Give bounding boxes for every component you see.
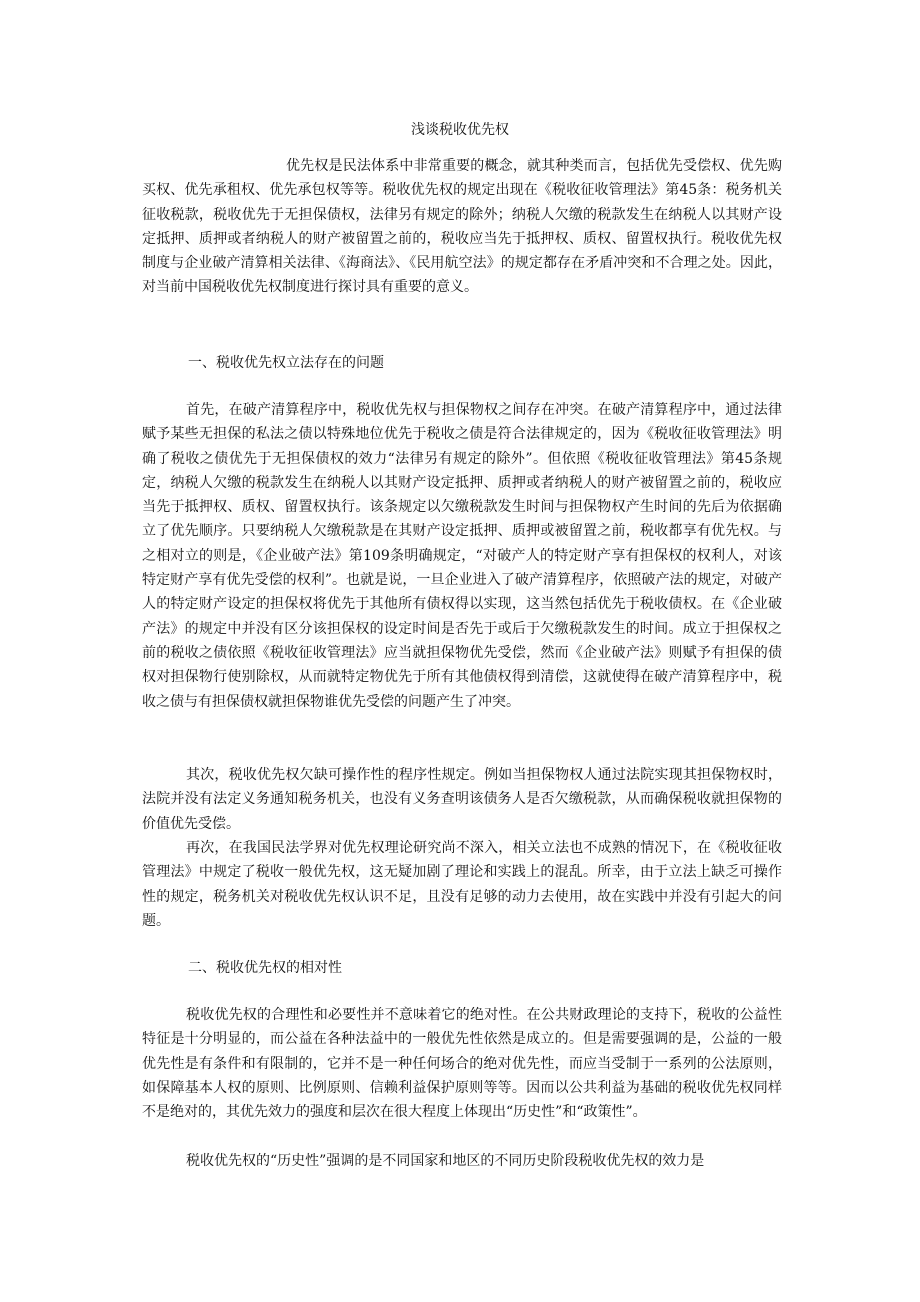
intro-paragraph: 优先权是民法体系中非常重要的概念，就其种类而言，包括优先受偿权、优先购买权、优先承租权、优先承包权等等。税收优先权的规定出现在《税收征收管理法》第45条：税务机关征收税款，税收优先于无担保债权，法律另有规定的除外；纳税人欠缴的税款发生在纳税人以其财产设定抵押、质押或者纳税人的财产被留置之前的，税收应当先于抵押权、质权、留置权执行。税收优先权制度与企业破产清算相关法律、《海商法》、《民用航空法》的规定都存在矛盾冲突和不合理之处。因此，对当前中国税收优先权制度进行探讨具有重要的意义。 — [142, 158, 782, 296]
section2-paragraph-1: 税收优先权的合理性和必要性并不意味着它的绝对性。在公共财政理论的支持下，税收的公益性特征是十分明显的，而公益在各种法益中的一般优先性依然是成立的。但是需要强调的是，公益的一般优先性是有条件和有限制的，它并不是一种任何场合的绝对优先性，而应当受制于一系列的公法原则，如保障基本人权的原则、比例原则、信赖利益保护原则等等。因而以公共利益为基础的税收优先权同样不是绝对的，其优先效力的强度和层次在很大程度上体现出“历史性”和“政策性”。 — [142, 1007, 782, 1121]
section1-paragraph-1: 首先，在破产清算程序中，税收优先权与担保物权之间存在冲突。在破产清算程序中，通过法律赋予某些无担保的私法之债以特殊地位优先于税收之债是符合法律规定的，因为《税收征收管理法》明确了税收之债优先于无担保债权的效力“法律另有规定的除外”。但依照《税收征收管理法》第45条规定，纳税人欠缴的税款发生在纳税人以其财产设定抵押、质押或者纳税人的财产被留置之前的，税收应当先于抵押权、质权、留置权执行。该条规定以欠缴税款发生时间与担保物权产生时间的先后为依据确立了优先顺序。只要纳税人欠缴税款是在其财产设定抵押、质押或被留置之前，税收都享有优先权。与之相对立的则是，《企业破产法》第109条明确规定，“对破产人的特定财产享有担保权的权利人，对该特定财产享有优先受偿的权利”。也就是说，一旦企业进入了破产清算程序，依照破产法的规定，对破产人的特定财产设定的担保权将优先于其他所有债权得以实现，这当然包括优先于税收债权。在《企业破产法》的规定中并没有区分该担保权的设定时间是否先于或后于欠缴税款发生的时间。成立于担保权之前的税收之债依照《税收征收管理法》应当就担保物优先受偿，然而《企业破产法》则赋予有担保的债权对担保物行使别除权，从而就特定物优先于所有其他债权得到清偿，这就使得在破产清算程序中，税收之债与有担保债权就担保物谁优先受偿的问题产生了冲突。 — [142, 402, 782, 710]
section-heading-2: 二、税收优先权的相对性 — [188, 960, 342, 976]
section-heading-1: 一、税收优先权立法存在的问题 — [188, 355, 384, 371]
section1-paragraph-3: 再次，在我国民法学界对优先权理论研究尚不深入，相关立法也不成熟的情况下，在《税收征收管理法》中规定了税收一般优先权，这无疑加剧了理论和实践上的混乱。所幸，由于立法上缺乏可操作性的规定，税务机关对税收优先权认识不足，且没有足够的动力去使用，故在实践中并没有引起大的问题。 — [142, 840, 782, 929]
section1-paragraph-2: 其次，税收优先权欠缺可操作性的程序性规定。例如当担保物权人通过法院实现其担保物权时，法院并没有法定义务通知税务机关，也没有义务查明该债务人是否欠缴税款，从而确保税收就担保物的价值优先受偿。 — [142, 767, 782, 832]
section2-paragraph-2: 税收优先权的“历史性”强调的是不同国家和地区的不同历史阶段税收优先权的效力是 — [186, 1153, 705, 1169]
document-title: 浅谈税收优先权 — [411, 122, 509, 138]
